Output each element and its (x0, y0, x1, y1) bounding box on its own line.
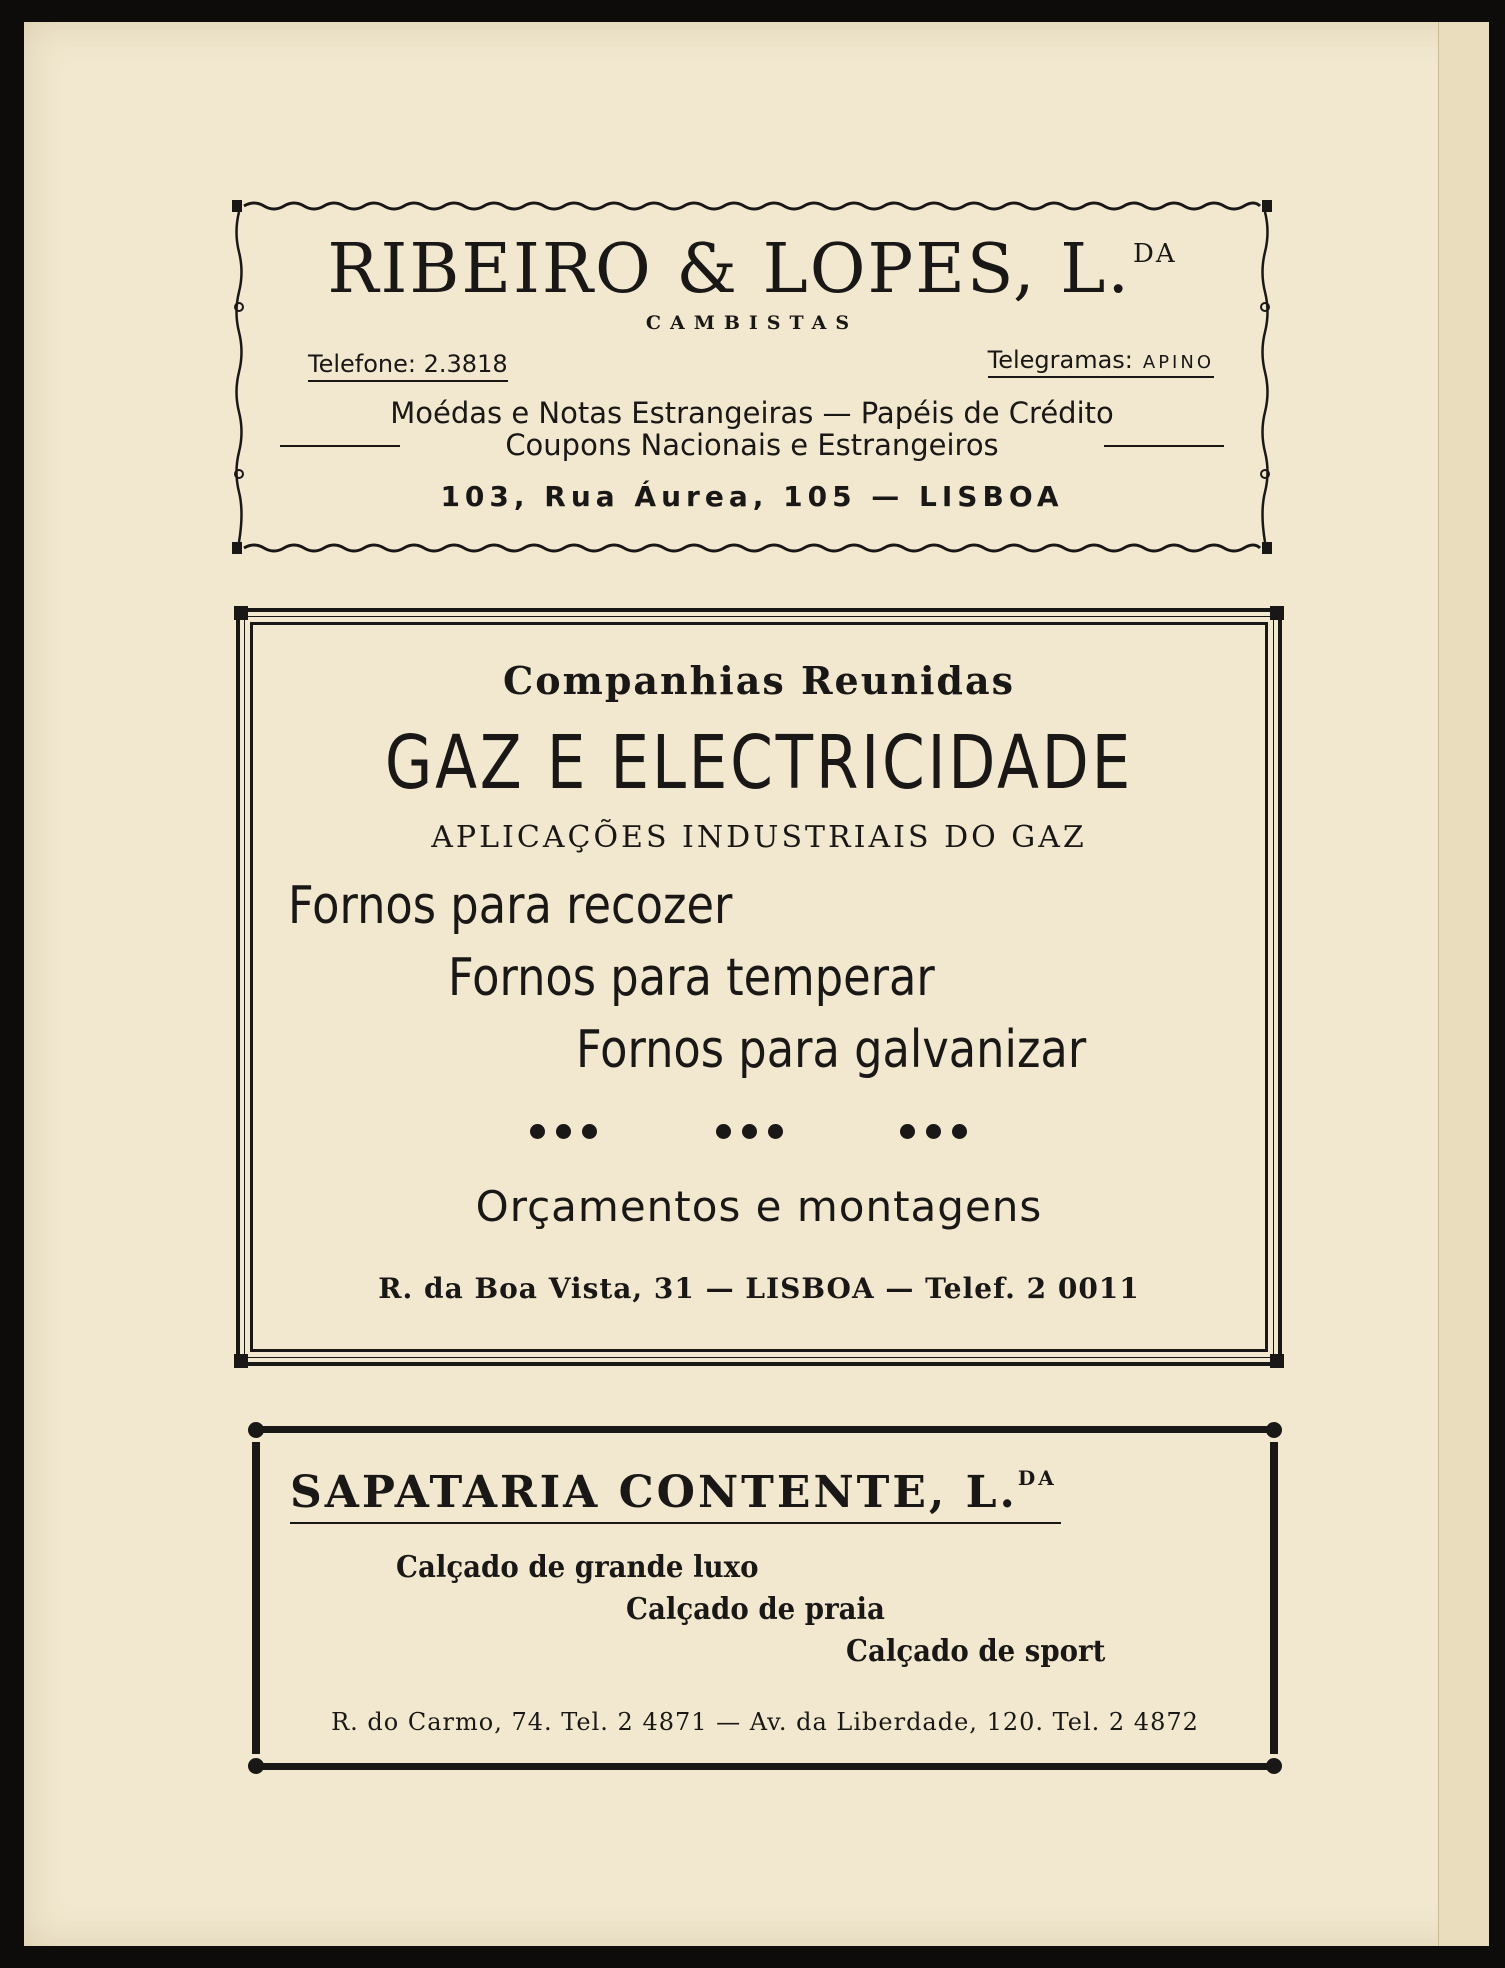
ad1-subtitle: CAMBISTAS (645, 312, 859, 334)
ad1-line2 (280, 428, 1224, 464)
ad2-subtitle: APLICAÇÕES INDUSTRIAIS DO GAZ (431, 820, 1087, 855)
ad2-title: GAZ E ELECTRICIDADE (384, 720, 1134, 806)
ad1-telefone-label: Telefone: (308, 350, 416, 378)
ad1-telegramas-label: Telegramas: (987, 346, 1133, 374)
ad2-dot-ornament (530, 1120, 1010, 1140)
ad1-rule-right (1104, 445, 1224, 447)
ad3-line: Calçado de grande luxo (396, 1550, 759, 1585)
ad1-address: 103, Rua Áurea, 105 — LISBOA (440, 480, 1064, 513)
ornament-dot (556, 1124, 571, 1139)
ad2-address: R. da Boa Vista, 31 — LISBOA — Telef. 2 0011 (378, 1272, 1140, 1305)
ad2-corner (1270, 606, 1284, 620)
ad2-heading: Companhias Reunidas (503, 658, 1015, 703)
ad1-telefone (308, 350, 508, 382)
ornament-dot (530, 1124, 545, 1139)
ad3-title: SAPATARIA CONTENTE, L.$^{DA}$ (290, 1466, 1061, 1524)
ad-ribeiro-lopes (232, 200, 1272, 554)
ad3-corner-ball (1266, 1758, 1282, 1774)
ornament-dot (582, 1124, 597, 1139)
ornament-dot (952, 1124, 967, 1139)
ad2-corner (1270, 1354, 1284, 1368)
ad1-line1: Moédas e Notas Estrangeiras — Papéis de Crédito (390, 396, 1114, 430)
ad1-telegramas (988, 346, 1214, 378)
ornament-dot (768, 1124, 783, 1139)
wavy-border-top (232, 200, 1272, 214)
ad3-corner-ball (248, 1758, 264, 1774)
ad2-corner (234, 1354, 248, 1368)
ad3-corner-ball (1266, 1422, 1282, 1438)
wavy-border-bottom (232, 540, 1272, 554)
ad2-corner (234, 606, 248, 620)
ad3-bar-top (254, 1426, 1276, 1433)
facing-page-edge (1438, 22, 1489, 1946)
ad3-address: R. do Carmo, 74. Tel. 2 4871 — Av. da Liberdade, 120. Tel. 2 4872 (331, 1708, 1199, 1736)
ornament-dot (716, 1124, 731, 1139)
ad3-line: Calçado de praia (626, 1592, 885, 1627)
ad3-line: Calçado de sport (846, 1634, 1106, 1669)
ad1-telefone-value: 2.3818 (423, 350, 508, 378)
ad1-line2-text: Coupons Nacionais e Estrangeiros (505, 428, 999, 462)
ad2-fornos-line: Fornos para galvanizar (576, 1020, 1087, 1080)
ad2-fornos-line: Fornos para temperar (448, 948, 935, 1008)
ad-sapataria-contente (248, 1420, 1282, 1776)
ad3-corner-ball (248, 1422, 264, 1438)
ad1-title-sup: DA (1133, 239, 1177, 269)
ad2-fornos-line: Fornos para recozer (288, 876, 733, 936)
ad1-title: RIBEIRO & LOPES, L.$^{DA}$ (327, 230, 1177, 309)
ad2-orcamentos: Orçamentos e montagens (475, 1182, 1043, 1231)
ornament-dot (742, 1124, 757, 1139)
ad3-title-sup: DA (1017, 1466, 1057, 1490)
ornament-dot (900, 1124, 915, 1139)
ad3-bar-bottom (254, 1763, 1276, 1770)
ad-companhias-reunidas (236, 608, 1282, 1366)
ornament-dot (926, 1124, 941, 1139)
ad1-telegramas-value: APINO (1142, 352, 1214, 373)
